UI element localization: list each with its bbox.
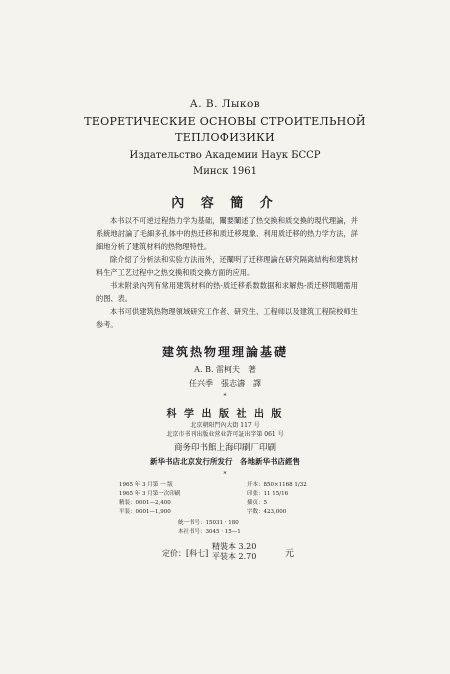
colophon-line: 开本：850×1168 1/32: [247, 482, 307, 488]
summary-paragraph: 除介紹了分析法和实验方法而外，还闡明了迁移理論在研究隔离結构和建筑材料生产工艺过程中之热交換和质交換方面的应用。: [96, 255, 358, 277]
publishing-license: 北京市书刊出版业营业許可証出字第 061 号: [166, 431, 284, 438]
colophon-format-block: [247, 481, 307, 517]
russian-author: А. В. Лыков: [189, 98, 261, 110]
russian-publisher: Издательство Академии Наук БССР: [129, 150, 321, 161]
book-number-line: 本社书号：3045 · 15—1: [178, 529, 241, 535]
chinese-author: А. В. 雷柯夫 著: [193, 365, 257, 374]
colophon-line: 1965 年 3 月第一次印刷: [119, 491, 181, 497]
russian-title-line2: ТЕПЛОФИЗИКИ: [175, 131, 275, 144]
price-unit: 元: [285, 549, 295, 559]
price-hardcover: 精裝本 3.20: [212, 542, 257, 551]
chinese-title: 建筑热物理理論基礎: [161, 345, 288, 359]
colophon-line: 印张：11 15/16: [247, 491, 289, 497]
separator-star: *: [223, 471, 227, 478]
publisher-address: 北京朝阳門內大街 117 号: [190, 422, 260, 429]
price-paperback: 平装本 2.70: [212, 552, 257, 561]
russian-title-line1: ТЕОРЕТИЧЕСКИЕ ОСНОВЫ СТРОИТЕЛЬНОЙ: [84, 115, 366, 128]
summary-paragraph: 书末附录內列有常用建筑材料的热-质迁移系数数据和求解热-质迁移問題需用的图、表。: [96, 281, 358, 303]
colophon-line: 1965 年 3 月第 一 版: [119, 482, 173, 488]
price-label: 定价：[科七]: [162, 549, 209, 558]
distributor: 新华书店北京发行所发行 各地新华书店經售: [150, 457, 300, 466]
summary-paragraph: 本书可供建筑热物理領域研究工作者、研究生、工程师以及建筑工程院校师生参考。: [96, 307, 358, 329]
book-number-line: 統一书号：15031 · 180: [178, 520, 239, 526]
colophon-edition-block: [119, 481, 180, 517]
summary-heading: 內 容 簡 介: [171, 196, 279, 211]
colophon-line: 字数：423,000: [247, 509, 287, 515]
colophon-line: 插页：5: [247, 500, 267, 506]
colophon-line: 平装：0001—1,900: [119, 509, 171, 515]
translators: 任兴季 張志濤 譯: [189, 379, 261, 388]
book-numbers: [178, 519, 241, 537]
russian-city-year: Минск 1961: [192, 166, 258, 177]
publisher: 科 学 出 版 社 出 版: [166, 409, 284, 420]
summary-paragraph: 本书以不可逆过程热力学为基础，闡要闡述了热交换和质交換的現代理論，并系統地討論了毛細多孔体中的热迁移和质迁移現象、利用质迁移的热力学方法，詳細地分析了建筑材料的热物理特性。: [96, 216, 358, 251]
summary-text: [96, 214, 358, 331]
separator-star: *: [223, 393, 227, 400]
printer: 商务印书館上海印刷厂印刷: [173, 443, 276, 453]
colophon-line: 精装：0001—2,400: [119, 500, 171, 506]
